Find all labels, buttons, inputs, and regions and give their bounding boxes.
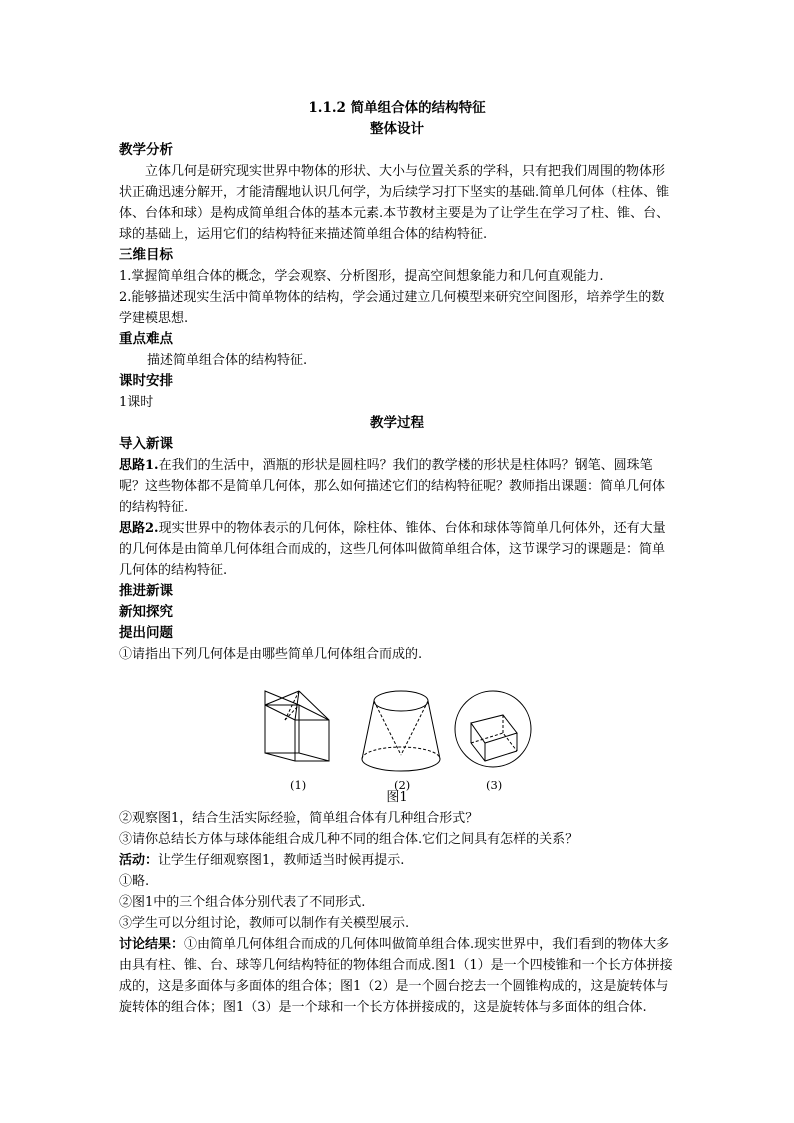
figure-title: 图1 — [386, 790, 408, 805]
key-text: 描述简单组合体的结构特征. — [147, 353, 308, 368]
activity-item-2: ②图1中的三个组合体分别代表了不同形式. — [119, 895, 366, 910]
activity-text: 让学生仔细观察图1，教师适当时候再提示. — [158, 853, 405, 868]
analysis-heading: 教学分析 — [119, 142, 173, 158]
schedule-text: 1课时 — [119, 395, 154, 410]
schedule-heading: 课时安排 — [119, 373, 173, 389]
question-3: ③请你总结长方体与球体能组合成几种不同的组合体.它们之间具有怎样的关系？ — [119, 832, 579, 847]
goal-item-2: 2.能够描述现实生活中简单物体的结构，学会通过建立几何模型来研究空间图形，培养学生的数学建模思想. — [119, 290, 665, 326]
result-text: ①由简单几何体组合而成的几何体叫做简单组合体.现实世界中，我们看到的物体大多由具有柱、锥、台、球等几何结构特征的物体组合而成.图1（1）是一个四棱锥和一个长方体拼接成的，这是多面体与多面体的组合体；图1（2）是一个圆台挖去一个圆锥构成的，这是旋转体与旋转体的组合体；图1（3）是一个球和一个长方体拼接成的，这是旋转体与多面体的组合体. — [119, 937, 673, 1015]
idea-1-text: 在我们的生活中，酒瓶的形状是圆柱吗？我们的教学楼的形状是柱体吗？钢笔、圆珠笔呢？这些物体都不是简单几何体，那么如何描述它们的结构特征呢？教师指出课题：简单几何体的结构特征. — [119, 458, 666, 515]
idea-1-label: 思路1. — [119, 458, 159, 473]
idea-2-text: 现实世界中的物体表示的几何体，除柱体、锥体、台体和球体等简单几何体外，还有大量的几何体是由简单几何体组合而成的，这些几何体叫做简单组合体，这节课学习的课题是：简单几何体的结构特征. — [119, 521, 666, 578]
frustum-minus-cone-figure — [362, 691, 440, 771]
question-1: ①请指出下列几何体是由哪些简单几何体组合而成的. — [119, 647, 423, 662]
figure-caption-2: (2) — [394, 778, 411, 792]
advance-heading: 推进新课 — [119, 583, 173, 599]
idea-2-label: 思路2. — [119, 521, 159, 536]
figure-caption-1: (1) — [290, 778, 307, 792]
document-page — [119, 98, 675, 1018]
activity-item-3: ③学生可以分组讨论，教师可以制作有关模型展示. — [119, 916, 410, 931]
figure-1-drawing — [119, 671, 675, 787]
figure-1 — [119, 671, 675, 792]
problems-heading: 提出问题 — [119, 625, 173, 641]
intro-heading: 导入新课 — [119, 436, 173, 452]
analysis-text: 立体几何是研究现实世界中物体的形状、大小与位置关系的学科，只有把我们周围的物体形状正确迅速分解开，才能清醒地认识几何学，为后续学习打下坚实的基础.简单几何体（柱体、锥体、台体和球）是构成简单组合体的基本元素.本节教材主要是为了让学生在学习了柱、锥、台、球的基础上，运用它们的结构特征来描述简单组合体的结构特征. — [119, 164, 670, 242]
process-heading: 教学过程 — [370, 415, 424, 431]
goal-item-1: 1.掌握简单组合体的概念，学会观察、分析图形，提高空间想象能力和几何直观能力. — [119, 269, 604, 284]
figure-caption-3: (3) — [486, 778, 503, 792]
idea-2 — [119, 518, 675, 581]
key-heading: 重点难点 — [119, 331, 173, 347]
goals-heading: 三维目标 — [119, 247, 173, 263]
activity — [119, 850, 675, 871]
activity-label: 活动： — [119, 853, 159, 868]
result-label: 讨论结果： — [119, 937, 185, 952]
activity-item-1: ①略. — [119, 874, 150, 889]
document-title: 1.1.2 简单组合体的结构特征 — [308, 100, 486, 116]
explore-heading: 新知探究 — [119, 604, 173, 620]
sphere-with-box-figure — [455, 691, 531, 767]
section-subtitle: 整体设计 — [370, 121, 424, 137]
pyramid-on-prism-figure — [265, 691, 329, 761]
idea-1 — [119, 455, 675, 518]
discussion-result — [119, 934, 675, 1018]
question-2: ②观察图1，结合生活实际经验，简单组合体有几种组合形式？ — [119, 811, 479, 826]
